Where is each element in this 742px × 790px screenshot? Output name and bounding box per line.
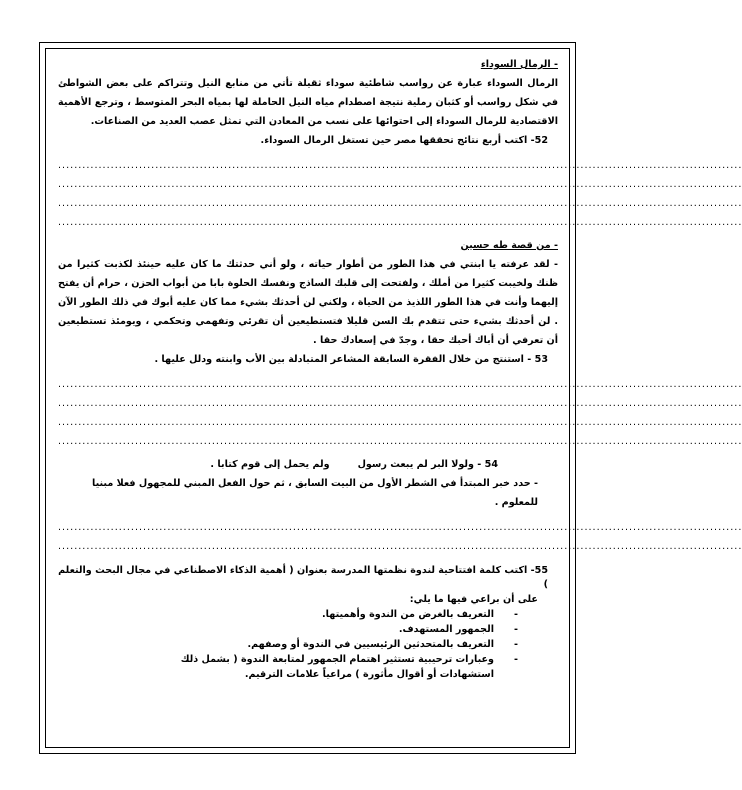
question-52: 52- اكتب أربع نتائج تحققها مصر حين تستغل الرمال السوداء. (260, 135, 548, 146)
question-55-intro: على أن براعي فيها ما يلي: (409, 594, 538, 605)
sand-paragraph: الرمال السوداء عبارة عن رواسب شاطئية سوداء ثقيلة تأتي من منابع النيل وتتراكم على بعض الشواطئ في شكل رواسب أو كثبان رملية نتيجة اصطدام مياه النيل الحاملة لها بمياه البحر المتوسط ، وترجع الأهمية الاقتصادية للرمال السوداء إلى احتوائها على نسب من المعادن التي تمثل عصب العديد من الصناعات. (58, 78, 558, 127)
answer-line[interactable]: ......................................................................................................................................................................... (58, 179, 742, 190)
answer-line[interactable]: ......................................................................................................................................................................... (58, 436, 742, 447)
list-item: - وعبارات ترحيبية تستثير اهتمام الجمهور لمتابعة الندوة ( بشمل ذلك استشهادات أو أقوال مأثورة ) مراعياً علامات الترقيم. (174, 652, 494, 682)
section-heading-sand: - الرمال السوداء (480, 59, 558, 70)
verse-second-hemistich: ولم يحمل إلى قوم كتابا . (210, 459, 330, 470)
answer-line[interactable]: ......................................................................................................................................................................... (58, 522, 742, 533)
question-53: 53 - استنتج من خلال الفقرة السابقة المشاعر المتبادلة بين الأب وابنته ودلل عليها . (154, 354, 548, 365)
requirements-list (174, 607, 518, 682)
answer-line[interactable]: ......................................................................................................................................................................... (58, 379, 742, 390)
list-item: - التعريف بالمتحدثين الرئيسيين في الندوة أو وصفهم. (174, 637, 494, 652)
taha-paragraph: - لقد عرفته يا ابنتي في هذا الطور من أطوار حياته ، ولو أني حدثتك ما كان عليه حينئذ لكذبت كثيرا من ظنك ولخيبت كثيرا من أملك ، ولفتحت إلى قلبك الساذج ونفسك الحلوة بابا من أبواب الحزن ، حرام أن يفتح إليهما وأنت في هذا الطور اللذيذ من الحياة ، ولكني لن أحدثك بشيء مما كان عليه أبوك في ذلك الطور الآن . لن أحدثك بشيء حتى تتقدم بك السن قليلا فتستطيعين أن تقرئي وتفهمي وتحكمي ، ويومئذ تستطيعين أن تعرفي أن أباك أحبك حقا ، وجدّ في إسعادك حقا . (58, 259, 558, 346)
list-item: - الجمهور المستهدف. (174, 622, 494, 637)
list-item: - التعريف بالغرض من الندوة وأهميتها. (174, 607, 494, 622)
answer-line[interactable]: ......................................................................................................................................................................... (58, 398, 742, 409)
answer-line[interactable]: ......................................................................................................................................................................... (58, 417, 742, 428)
answer-line[interactable]: ......................................................................................................................................................................... (58, 160, 742, 171)
exam-content (58, 55, 742, 682)
question-54-task: - حدد خبر المبتدأ في الشطر الأول من البيت السابق ، ثم حول الفعل المبني للمجهول فعلا مبنيا للمعلوم . (91, 478, 538, 508)
verse-first-hemistich: 54 - ولولا البر لم يبعث رسول (357, 459, 498, 470)
question-55: 55- اكتب كلمة افتتاحية لندوة نظمتها المدرسة بعنوان ( أهمية الذكاء الاصطناعي في مجال البحث والتعلم ) (58, 565, 548, 590)
answer-line[interactable]: ......................................................................................................................................................................... (58, 217, 742, 228)
section-heading-taha: - من قصة طه حسين (460, 240, 558, 251)
question-54-verse (58, 455, 558, 474)
answer-line[interactable]: ......................................................................................................................................................................... (58, 198, 742, 209)
answer-line[interactable]: ......................................................................................................................................................................... (58, 541, 742, 552)
